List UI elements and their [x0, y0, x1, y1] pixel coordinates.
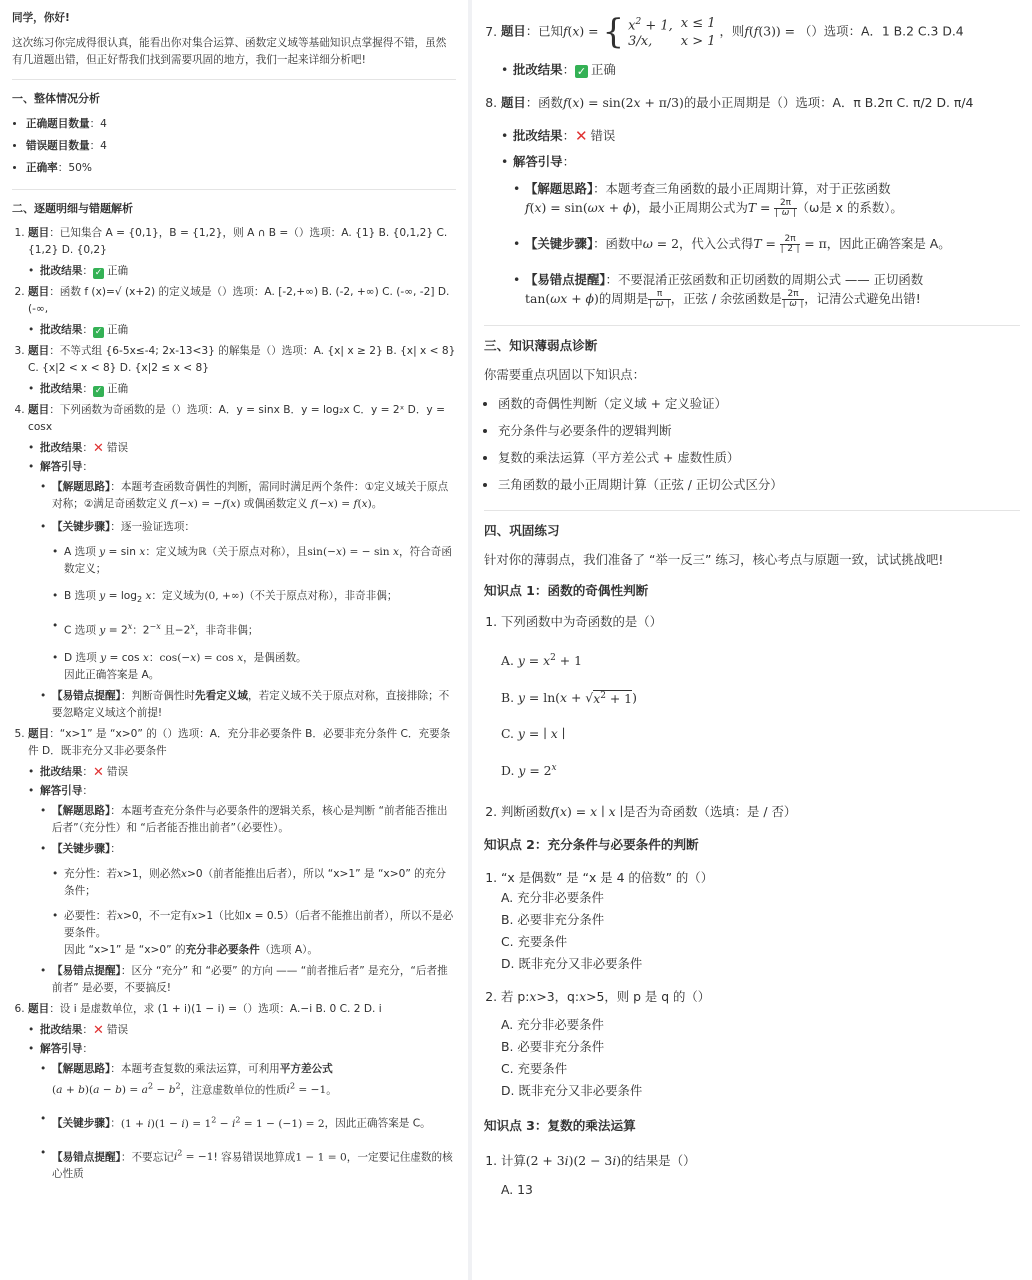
section-1-title: 一、整体情况分析 [12, 92, 100, 105]
check-icon: ✓ [94, 386, 103, 396]
option-c: C. 充要条件 [501, 1060, 568, 1076]
option-b: B. 必要非充分条件 [501, 911, 605, 927]
left-column [0, 0, 468, 1280]
weak-point-item: • 复数的乘法运算（平方差公式 + 虚数性质） [498, 444, 1020, 471]
question-list [12, 225, 456, 1183]
practice-3-1: 1. 计算(2 + 3i)(2 − 3i)的结果是（） A. 13 [501, 1151, 1020, 1199]
section-3-intro: 你需要重点巩固以下知识点： [484, 367, 646, 383]
cross-icon: ✕ [574, 127, 588, 146]
question-8: 8. 题目：函数f(x) = sin(2x + π/3)的最小正周期是（）选项：A．π B.2π C. π/2 D. π/4 • 批改结果：✕ 错误 • 解答引导： • 【解题思路】：本题考查三角函数的最小正周期计算，对于正弦函数 f(x) = sin(ωx + ϕ)，最小正周期公式为T = $\frac{2\pi}{∣ \omega ∣}$ （ω是 x 的系数）。 • 【关键步骤】：函数中ω = 2，代入公式得T = $\frac{2\pi}{∣ 2 ∣}$ = π，因此正确答案是 A。 • 【易错点提醒】：不要混淆正弦函数和正切函数的周期公式 —— 正切函数 tan(ωx + ϕ)的周期是 $\frac{\pi}{∣ \omega ∣}$ ，正弦 / 余弦函数是 $\frac{2\pi}{∣ \omega ∣}$ ，记清公式避免出错! [501, 93, 1020, 309]
practice-2-2: 2. 若 p:x>3，q:x>5，则 p 是 q 的（） A. 充分非必要条件 B. 必要非充分条件 C. 充要条件 D. 既非充分又非必要条件 [501, 987, 1020, 1102]
option-c: C. 充要条件 [501, 933, 568, 949]
option-b: B. $y = \ln(x + √x^2 + 1)$ [501, 690, 637, 706]
summary-rate: • 正确率：50% [26, 157, 456, 179]
knowledge-point-1-title: 知识点 1：函数的奇偶性判断 [484, 583, 649, 599]
practice-2-2-options [501, 1014, 1020, 1102]
question-5: 5. 题目：“x>1” 是 “x>0” 的（）选项：A．充分非必要条件 B．必要非充分条件 C．充要条件 D．既非充分又非必要条件 • 批改结果：✕ 错误 • 解答引导： • 【解题思路】：本题考查充分条件与必要条件的逻辑关系，核心是判断 “前者能否推出后者”（充分性）和 “后者能否推出前者”（必要性）。 • 【关键步骤】： • 充分性：若x>1，则必然x>0（前者能推出后者），所以 “x>1” 是 “x>0” 的充分条件； • 必要性：若x>0，不一定有x>1（比如x = 0.5）（后者不能推出前者），所以不是必要条件。 因此 “x>1” 是 “x>0” 的充分非必要条件（选项 A）。 • 【易错点提醒】：区分 “充分” 和 “必要” 的方向 —— “前者推后者” 是充分，“后者推前者” 是必要，不要搞反! [28, 726, 456, 997]
q4-option-c: • C 选项 $y = 2^x$：$2^{-x}$ 且$-2^x$，非奇非偶； [52, 618, 456, 640]
option-d: D. 既非充分又非必要条件 [501, 1082, 643, 1098]
practice-2-1-options [501, 887, 1020, 975]
question-4: 4. 题目：下列函数为奇函数的是（）选项：A．y = sinx B．y = log₂x C．y = 2ˣ D．y = cosx • 批改结果：✕ 错误 • 解答引导： • 【解题思路】：本题考查函数奇偶性的判断，需同时满足两个条件：①定义域关于原点对称；②满足奇函数定义 f(−x) = −f(x) 或偶函数定义 f(−x) = f(x)。 • 【关键步骤】：逐一验证选项： • A 选项 y = sin x：定义域为ℝ（关于原点对称），且sin(−x) = − sin x，符合奇函数定义； • B 选项 $y = \log_2 x$：定义域为(0, +∞)（不关于原点对称），非奇非偶； • C 选项 $y = 2^x$：$2^{-x}$ 且$-2^x$，非奇非偶； • D 选项 y = cos x：cos(−x) = cos x，是偶函数。 因此正确答案是 A。 • 【易错点提醒】：判断奇偶性时先看定义域，若定义域不关于原点对称，直接排除；不要忽略定义域这个前提! [28, 402, 456, 722]
weak-point-item: • 充分条件与必要条件的逻辑判断 [498, 417, 1020, 444]
practice-list-1 [484, 612, 1020, 820]
q6-steps: • 【关键步骤】：$(1 + i)(1 - i) = 1^2 - i^2 = 1 - (-1) = 2$，因此正确答案是 C。 [40, 1111, 456, 1133]
cross-icon: ✕ [92, 1022, 104, 1038]
question-1: 1. 题目：已知集合 A = {0,1}，B = {1,2}，则 A ∩ B =（）选项：A. {1} B. {0,1,2} C. {1,2} D. {0,2} • 批改结果： ✓ 正确 [28, 225, 456, 280]
check-icon: ✓ [576, 65, 587, 79]
option-c: C. y = ∣ x ∣ [501, 725, 566, 741]
question-7: 7. 题目：已知f(x) = { $x^2 + 1$, x ≤ 1 3/x, x > 1，则f(f(3)) = （）选项：A．1 B.2 C.3 D.4 • 批改结果： ✓ 正确 [501, 14, 1020, 79]
q3-result: • 批改结果： ✓ 正确 [28, 381, 456, 398]
section-4-title: 四、巩固练习 [484, 523, 560, 539]
q5-sufficiency: • 充分性：若x>1，则必然x>0（前者能推出后者），所以 “x>1” 是 “x>0” 的充分条件； [52, 866, 456, 900]
knowledge-point-3-title: 知识点 3：复数的乘法运算 [484, 1117, 636, 1133]
option-d: D. 既非充分又非必要条件 [501, 955, 643, 971]
weak-point-item: • 三角函数的最小正周期计算（正弦 / 正切公式区分） [498, 471, 1020, 498]
practice-1-2: 2. 判断函数f(x) = x ∣ x ∣是否为奇函数（选填：是 / 否） [501, 802, 1020, 821]
cross-icon: ✕ [92, 441, 104, 456]
q1-result: • 批改结果： ✓ 正确 [28, 263, 456, 280]
q5-pitfall: • 【易错点提醒】：区分 “充分” 和 “必要” 的方向 —— “前者推后者” 是充分，“后者推前者” 是必要，不要搞反! [40, 963, 456, 997]
right-column [472, 0, 1032, 1280]
q4-result: • 批改结果：✕ 错误 [28, 440, 456, 457]
q8-steps: • 【关键步骤】：函数中ω = 2，代入公式得T = $\frac{2\pi}{∣ 2 ∣}$ = π，因此正确答案是 A。 [513, 234, 1020, 254]
q5-idea: • 【解题思路】：本题考查充分条件与必要条件的逻辑关系，核心是判断 “前者能否推出后者”（充分性）和 “后者能否推出前者”（必要性）。 [40, 803, 456, 837]
summary-correct: • 正确题目数量：4 [26, 113, 456, 135]
q2-result: • 批改结果： ✓ 正确 [28, 322, 456, 339]
option-b: B. 必要非充分条件 [501, 1038, 605, 1054]
piecewise-function: { $x^2 + 1$, x ≤ 1 3/x, x > 1 [602, 12, 716, 53]
q8-guide: • 解答引导： • 【解题思路】：本题考查三角函数的最小正周期计算，对于正弦函数 f(x) = sin(ωx + ϕ)，最小正周期公式为T = $\frac{2\pi}{∣ \omega ∣}$ （ω是 x 的系数）。 • 【关键步骤】：函数中ω = 2，代入公式得T = $\frac{2\pi}{∣ 2 ∣}$ = π，因此正确答案是 A。 • 【易错点提醒】：不要混淆正弦函数和正切函数的周期公式 —— 正切函数 tan(ωx + ϕ)的周期是 $\frac{\pi}{∣ \omega ∣}$ ，正弦 / 余弦函数是 $\frac{2\pi}{∣ \omega ∣}$ ，记清公式避免出错! [501, 152, 1020, 309]
question-list-continued [484, 14, 1020, 309]
q4-option-a: • A 选项 y = sin x：定义域为ℝ（关于原点对称），且sin(−x) = − sin x，符合奇函数定义； [52, 544, 456, 578]
question-6: 6. 题目：设 i 是虚数单位，求 (1 + i)(1 − i) =（）选项：A.−i B. 0 C. 2 D. i • 批改结果：✕ 错误 • 解答引导： • 【解题思路】：本题考查复数的乘法运算，可利用平方差公式 $(a + b)(a - b) = a^2 - b^2$，注意虚数单位的性质$i^2 = -1$。 • 【关键步骤】：$(1 + i)(1 - i) = 1^2 - i^2 = 1 - (-1) = 2$，因此正确答案是 C。 • 【易错点提醒】：不要忘记$i^2 = -1$! 容易错误地算成1 − 1 = 0，一定要记住虚数的核心性质 [28, 1001, 456, 1184]
practice-1-1: 1. 下列函数中为奇函数的是（） A. $y = x^2 + 1$ B. $y = \ln(x + √x^2 + 1)$ C. y = ∣ x ∣ D. $y = 2^x$ [501, 612, 1020, 787]
section-2-title: 二、逐题明细与错题解析 [12, 202, 133, 215]
practice-list-2 [484, 868, 1020, 1102]
q6-idea: • 【解题思路】：本题考查复数的乘法运算，可利用平方差公式 $(a + b)(a - b) = a^2 - b^2$，注意虚数单位的性质$i^2 = -1$。 [40, 1061, 456, 1100]
q8-pitfall: • 【易错点提醒】：不要混淆正弦函数和正切函数的周期公式 —— 正切函数 tan(ωx + ϕ)的周期是 $\frac{\pi}{∣ \omega ∣}$ ，正弦 / 余弦函数是 $\frac{2\pi}{∣ \omega ∣}$ ，记清公式避免出错! [513, 270, 1020, 309]
q4-pitfall: • 【易错点提醒】：判断奇偶性时先看定义域，若定义域不关于原点对称，直接排除；不要忽略定义域这个前提! [40, 688, 456, 722]
weak-points-list [484, 390, 1020, 498]
summary-list [12, 113, 456, 179]
q4-steps: • 【关键步骤】：逐一验证选项： • A 选项 y = sin x：定义域为ℝ（关于原点对称），且sin(−x) = − sin x，符合奇函数定义； • B 选项 $y = \log_2 x$：定义域为(0, +∞)（不关于原点对称），非奇非偶； • C 选项 $y = 2^x$：$2^{-x}$ 且$-2^x$，非奇非偶； • D 选项 y = cos x：cos(−x) = cos x，是偶函数。 因此正确答案是 A。 [40, 519, 456, 684]
q6-result: • 批改结果：✕ 错误 [28, 1022, 456, 1039]
practice-list-3 [484, 1151, 1020, 1199]
check-icon: ✓ [94, 268, 103, 278]
option-a: A. 13 [501, 1181, 533, 1197]
section-3-title: 三、知识薄弱点诊断 [484, 338, 598, 354]
q5-guide: • 解答引导： • 【解题思路】：本题考查充分条件与必要条件的逻辑关系，核心是判断 “前者能否推出后者”（充分性）和 “后者能否推出前者”（必要性）。 • 【关键步骤】： • 充分性：若x>1，则必然x>0（前者能推出后者），所以 “x>1” 是 “x>0” 的充分条件； • 必要性：若x>0，不一定有x>1（比如x = 0.5）（后者不能推出前者），所以不是必要条件。 因此 “x>1” 是 “x>0” 的充分非必要条件（选项 A）。 • 【易错点提醒】：区分 “充分” 和 “必要” 的方向 —— “前者推后者” 是充分，“后者推前者” 是必要，不要搞反! [28, 783, 456, 997]
summary-wrong: • 错误题目数量：4 [26, 135, 456, 157]
check-icon: ✓ [94, 327, 103, 337]
q4-guide: • 解答引导： • 【解题思路】：本题考查函数奇偶性的判断，需同时满足两个条件：①定义域关于原点对称；②满足奇函数定义 f(−x) = −f(x) 或偶函数定义 f(−x) = f(x)。 • 【关键步骤】：逐一验证选项： • A 选项 y = sin x：定义域为ℝ（关于原点对称），且sin(−x) = − sin x，符合奇函数定义； • B 选项 $y = \log_2 x$：定义域为(0, +∞)（不关于原点对称），非奇非偶； • C 选项 $y = 2^x$：$2^{-x}$ 且$-2^x$，非奇非偶； • D 选项 y = cos x：cos(−x) = cos x，是偶函数。 因此正确答案是 A。 • 【易错点提醒】：判断奇偶性时先看定义域，若定义域不关于原点对称，直接排除；不要忽略定义域这个前提! [28, 459, 456, 722]
weak-point-item: • 函数的奇偶性判断（定义域 + 定义验证） [498, 390, 1020, 417]
q6-guide: • 解答引导： • 【解题思路】：本题考查复数的乘法运算，可利用平方差公式 $(a + b)(a - b) = a^2 - b^2$，注意虚数单位的性质$i^2 = -1$。 • 【关键步骤】：$(1 + i)(1 - i) = 1^2 - i^2 = 1 - (-1) = 2$，因此正确答案是 C。 • 【易错点提醒】：不要忘记$i^2 = -1$! 容易错误地算成1 − 1 = 0，一定要记住虚数的核心性质 [28, 1041, 456, 1184]
q4-option-b: • B 选项 $y = \log_2 x$：定义域为(0, +∞)（不关于原点对称），非奇非偶； [52, 588, 456, 608]
q6-pitfall: • 【易错点提醒】：不要忘记$i^2 = -1$! 容易错误地算成1 − 1 = 0，一定要记住虚数的核心性质 [40, 1145, 456, 1184]
intro-paragraph: 这次练习你完成得很认真，能看出你对集合运算、函数定义域等基础知识点掌握得不错，虽然有几道题出错，但正好帮我们找到需要巩固的地方，我们一起来详细分析吧! [12, 37, 447, 66]
practice-1-1-options [501, 641, 1020, 787]
question-2: 2. 题目：函数 f (x)=√ (x+2) 的定义域是（）选项：A. [-2,+∞) B. (-2, +∞) C. (-∞, -2] D. (-∞, • 批改结果： ✓ 正确 [28, 284, 456, 339]
q5-steps: • 【关键步骤】： • 充分性：若x>1，则必然x>0（前者能推出后者），所以 “x>1” 是 “x>0” 的充分条件； • 必要性：若x>0，不一定有x>1（比如x = 0.5）（后者不能推出前者），所以不是必要条件。 因此 “x>1” 是 “x>0” 的充分非必要条件（选项 A）。 [40, 841, 456, 959]
option-a: A. 充分非必要条件 [501, 1016, 604, 1032]
option-a: A. 充分非必要条件 [501, 889, 604, 905]
question-3: 3. 题目：不等式组 {6-5x≤-4; 2x-13<3} 的解集是（）选项：A. {x| x ≥ 2} B. {x| x < 8} C. {x|2 < x < 8} D. {x|2 ≤ x < 8} • 批改结果： ✓ 正确 [28, 343, 456, 398]
q8-idea: • 【解题思路】：本题考查三角函数的最小正周期计算，对于正弦函数 f(x) = sin(ωx + ϕ)，最小正周期公式为T = $\frac{2\pi}{∣ \omega ∣}$ （ω是 x 的系数）。 [513, 179, 1020, 218]
section-4-intro: 针对你的薄弱点，我们准备了 “举一反三” 练习，核心考点与原题一致，试试挑战吧! [484, 552, 944, 568]
q4-idea: • 【解题思路】：本题考查函数奇偶性的判断，需同时满足两个条件：①定义域关于原点对称；②满足奇函数定义 f(−x) = −f(x) 或偶函数定义 f(−x) = f(x)。 [40, 479, 456, 513]
practice-2-1: 1. “x 是偶数” 是 “x 是 4 的倍数” 的（） A. 充分非必要条件 B. 必要非充分条件 C. 充要条件 D. 既非充分又非必要条件 [501, 868, 1020, 975]
option-a: A. $y = x^2 + 1$ [501, 653, 582, 669]
q8-result: • 批改结果：✕ 错误 [501, 126, 1020, 146]
q5-necessity: • 必要性：若x>0，不一定有x>1（比如x = 0.5）（后者不能推出前者），所以不是必要条件。 因此 “x>1” 是 “x>0” 的充分非必要条件（选项 A）。 [52, 908, 456, 959]
option-d: D. $y = 2^x$ [501, 762, 557, 778]
cross-icon: ✕ [92, 764, 104, 780]
greeting: 同学，你好! [12, 12, 70, 24]
knowledge-point-2-title: 知识点 2：充分条件与必要条件的判断 [484, 836, 699, 852]
q4-option-d: • D 选项 y = cos x：cos(−x) = cos x，是偶函数。 因此正确答案是 A。 [52, 650, 456, 684]
q5-result: • 批改结果：✕ 错误 [28, 764, 456, 781]
q7-result: • 批改结果： ✓ 正确 [501, 60, 1020, 79]
